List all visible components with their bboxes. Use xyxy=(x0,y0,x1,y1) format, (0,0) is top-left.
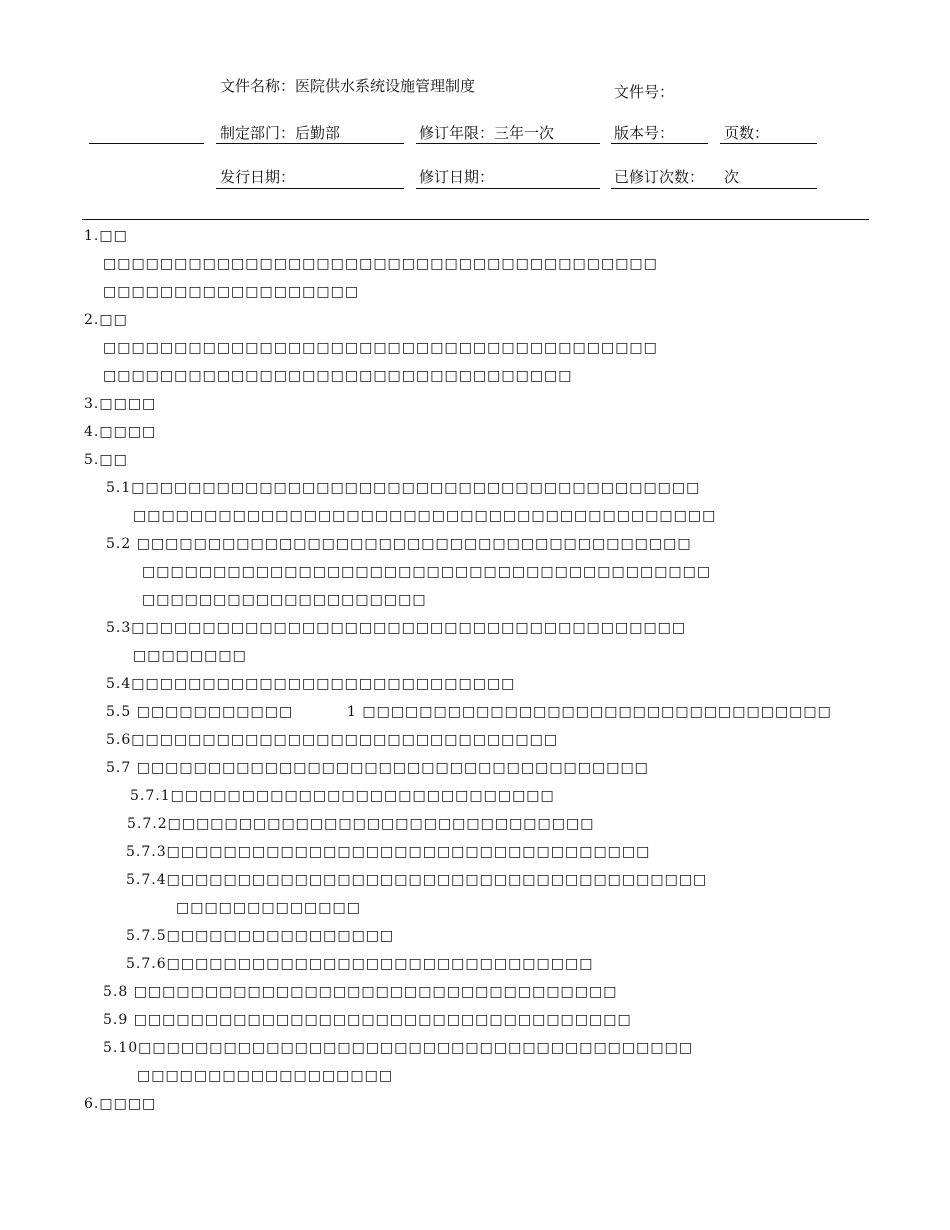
item-5-3-line-2: □□□□□□□□ xyxy=(133,648,247,664)
pages-label: 页数： xyxy=(724,124,770,142)
item-5-2-line-3: □□□□□□□□□□□□□□□□□□□□ xyxy=(142,592,427,608)
revised-times-unit: 次 xyxy=(724,168,740,186)
item-5-6: 5.6□□□□□□□□□□□□□□□□□□□□□□□□□□□□□□ xyxy=(106,732,559,748)
item-5-7-6: 5.7.6□□□□□□□□□□□□□□□□□□□□□□□□□□□□□□ xyxy=(126,956,594,972)
department-label: 制定部门：后勤部 xyxy=(220,124,341,142)
item-5-7-4-line-1: 5.7.4□□□□□□□□□□□□□□□□□□□□□□□□□□□□□□□□□□□□□□ xyxy=(126,872,708,888)
header-divider xyxy=(82,219,869,220)
item-5-10-line-2: □□□□□□□□□□□□□□□□□□ xyxy=(137,1068,394,1084)
item-5-10-line-1: 5.10□□□□□□□□□□□□□□□□□□□□□□□□□□□□□□□□□□□□□□□ xyxy=(103,1040,694,1056)
item-5-7-2: 5.7.2□□□□□□□□□□□□□□□□□□□□□□□□□□□□□□ xyxy=(127,816,595,832)
item-5-1-line-2: □□□□□□□□□□□□□□□□□□□□□□□□□□□□□□□□□□□□□□□□□ xyxy=(133,508,717,524)
section-2-line-2: □□□□□□□□□□□□□□□□□□□□□□□□□□□□□□□□□ xyxy=(103,368,573,384)
section-3-heading: 3.□□□□ xyxy=(84,396,157,412)
item-5-2-line-2: □□□□□□□□□□□□□□□□□□□□□□□□□□□□□□□□□□□□□□□□ xyxy=(142,564,712,580)
issue-date-label: 发行日期： xyxy=(220,168,296,186)
revision-date-underline xyxy=(416,188,600,189)
pages-underline xyxy=(720,143,817,144)
item-5-8: 5.8 □□□□□□□□□□□□□□□□□□□□□□□□□□□□□□□□□□ xyxy=(103,984,618,1000)
item-5-9: 5.9 □□□□□□□□□□□□□□□□□□□□□□□□□□□□□□□□□□□ xyxy=(103,1012,632,1028)
revision-period-underline xyxy=(416,143,600,144)
revision-date-label: 修订日期： xyxy=(419,168,495,186)
item-5-4: 5.4□□□□□□□□□□□□□□□□□□□□□□□□□□□ xyxy=(106,676,516,692)
section-5-heading: 5.□□ xyxy=(84,452,128,468)
item-5-7-4-line-2: □□□□□□□□□□□□□ xyxy=(176,900,361,916)
section-4-heading: 4.□□□□ xyxy=(84,424,157,440)
document-number-label: 文件号： xyxy=(614,83,675,101)
issue-date-underline xyxy=(216,188,404,189)
section-1-line-1: □□□□□□□□□□□□□□□□□□□□□□□□□□□□□□□□□□□□□□□ xyxy=(103,256,658,272)
version-underline xyxy=(611,143,708,144)
section-2-line-1: □□□□□□□□□□□□□□□□□□□□□□□□□□□□□□□□□□□□□□□ xyxy=(103,340,658,356)
revised-times-underline xyxy=(611,188,817,189)
revision-period-label: 修订年限：三年一次 xyxy=(419,124,555,142)
section-1-line-2: □□□□□□□□□□□□□□□□□□ xyxy=(103,284,360,300)
item-5-7-5: 5.7.5□□□□□□□□□□□□□□□□ xyxy=(126,928,395,944)
item-5-2-line-1: 5.2 □□□□□□□□□□□□□□□□□□□□□□□□□□□□□□□□□□□□□□□ xyxy=(106,536,692,552)
department-underline xyxy=(216,143,404,144)
document-name: 文件名称：医院供水系统设施管理制度 xyxy=(220,77,476,95)
item-5-7-1: 5.7.1□□□□□□□□□□□□□□□□□□□□□□□□□□□ xyxy=(130,788,555,804)
item-5-1-line-1: 5.1□□□□□□□□□□□□□□□□□□□□□□□□□□□□□□□□□□□□□□□□ xyxy=(106,480,701,496)
version-label: 版本号： xyxy=(614,124,675,142)
section-1-heading: 1.□□ xyxy=(84,228,128,244)
header-underline-left xyxy=(89,143,204,144)
section-6-heading: 6.□□□□ xyxy=(84,1096,157,1112)
revised-times-label: 已修订次数： xyxy=(614,168,705,186)
item-5-5-part-a: 5.5 □□□□□□□□□□□ xyxy=(106,704,294,720)
section-2-heading: 2.□□ xyxy=(84,312,128,328)
item-5-7: 5.7 □□□□□□□□□□□□□□□□□□□□□□□□□□□□□□□□□□□□ xyxy=(106,760,649,776)
item-5-5-part-b: 1 □□□□□□□□□□□□□□□□□□□□□□□□□□□□□□□□□ xyxy=(347,704,832,720)
item-5-7-3: 5.7.3□□□□□□□□□□□□□□□□□□□□□□□□□□□□□□□□□□ xyxy=(126,844,651,860)
item-5-3-line-1: 5.3□□□□□□□□□□□□□□□□□□□□□□□□□□□□□□□□□□□□□□□ xyxy=(106,620,687,636)
